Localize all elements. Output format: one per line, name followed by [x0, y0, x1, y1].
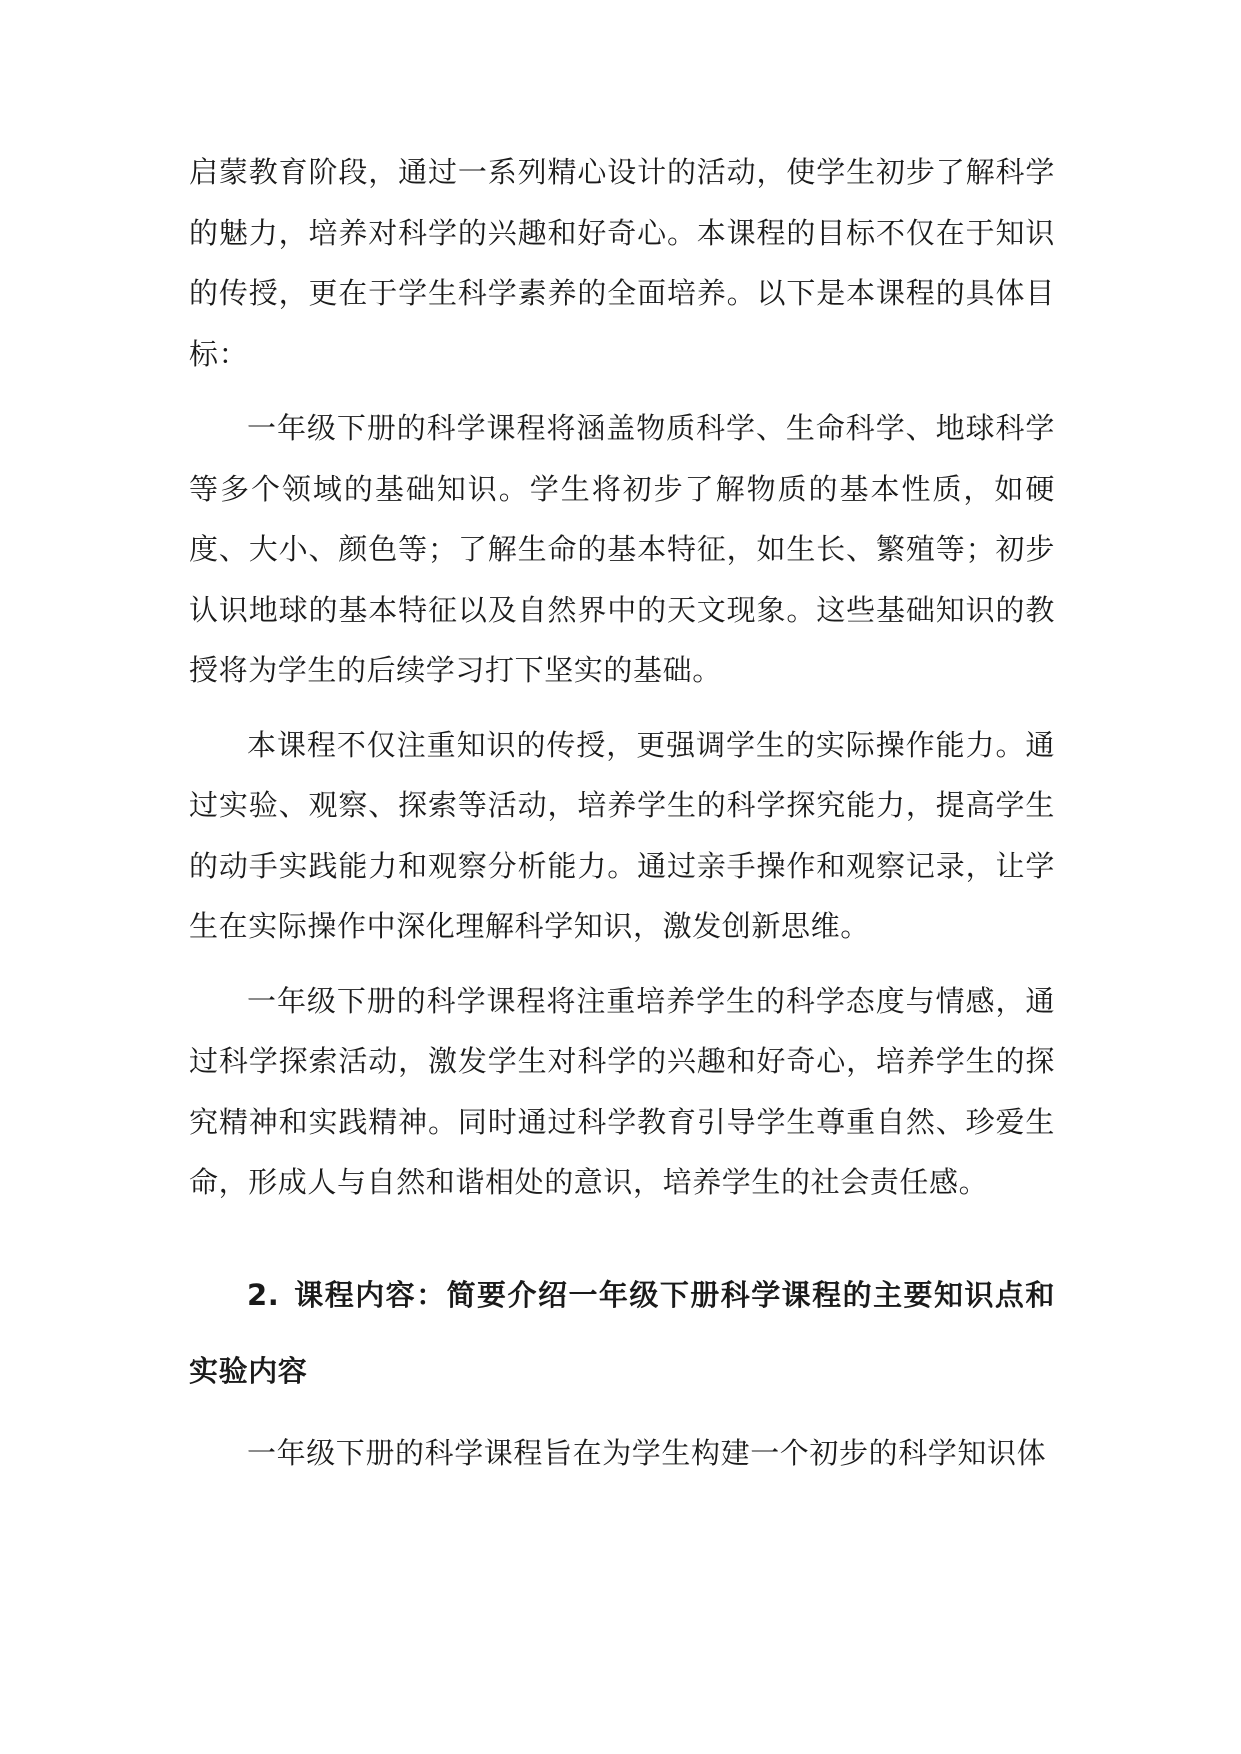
- section-heading: [189, 1257, 1055, 1409]
- body-paragraph: 一年级下册的科学课程旨在为学生构建一个初步的科学知识体: [247, 1435, 1047, 1470]
- body-paragraph: 本课程不仅注重知识的传授，更强调学生的实际操作能力。通过实验、观察、探索等活动，培养学生的科学探究能力，提高学生的动手实践能力和观察分析能力。通过亲手操作和观察记录，让学生在实际操作中深化理解科学知识，激发创新思维。: [189, 727, 1055, 943]
- document-page: [189, 142, 1055, 1483]
- section-number: 2.: [247, 1277, 280, 1312]
- body-paragraph: 一年级下册的科学课程将注重培养学生的科学态度与情感，通过科学探索活动，激发学生对科学的兴趣和好奇心，培养学生的探究精神和实践精神。同时通过科学教育引导学生尊重自然、珍爱生命，形成人与自然和谐相处的意识，培养学生的社会责任感。: [189, 983, 1055, 1199]
- section-title: 课程内容：简要介绍一年级下册科学课程的主要知识点和实验内容: [189, 1277, 1055, 1388]
- body-paragraph: 一年级下册的科学课程将涵盖物质科学、生命科学、地球科学等多个领域的基础知识。学生将初步了解物质的基本性质，如硬度、大小、颜色等；了解生命的基本特征，如生长、繁殖等；初步认识地球的基本特征以及自然界中的天文现象。这些基础知识的教授将为学生的后续学习打下坚实的基础。: [189, 411, 1055, 687]
- body-paragraph: 启蒙教育阶段，通过一系列精心设计的活动，使学生初步了解科学的魅力，培养对科学的兴趣和好奇心。本课程的目标不仅在于知识的传授，更在于学生科学素养的全面培养。以下是本课程的具体目标：: [189, 155, 1055, 371]
